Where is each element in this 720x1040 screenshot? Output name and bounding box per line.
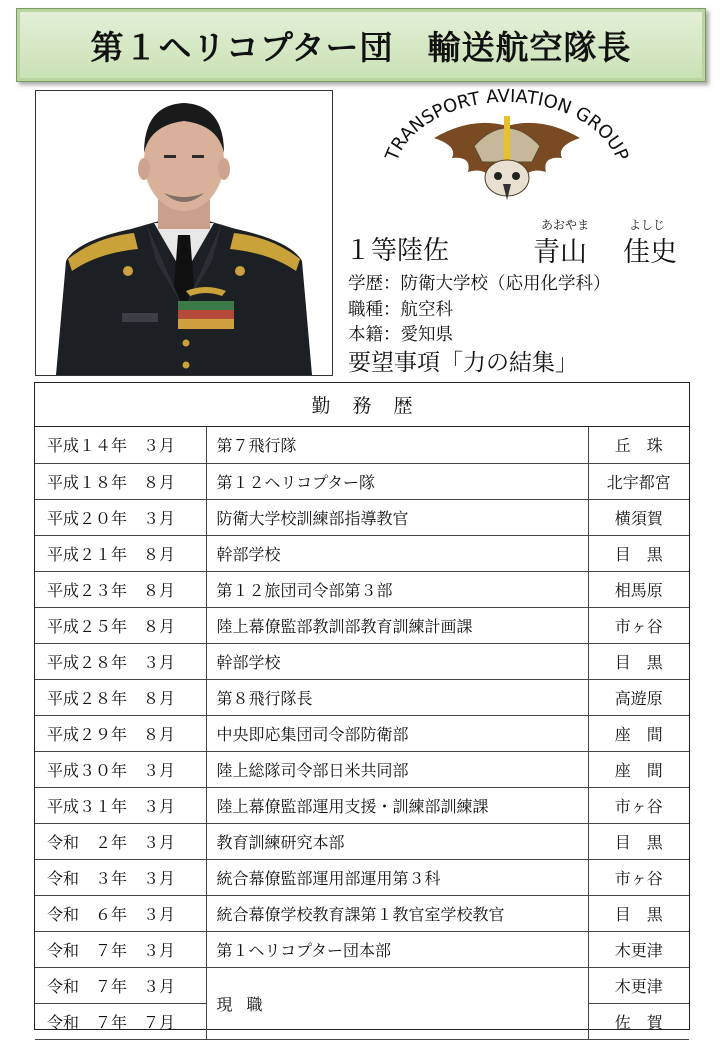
row-date: 令和 ２年 ３月 (35, 823, 206, 859)
row-date: 平成３０年 ３月 (35, 751, 206, 787)
title-banner (16, 8, 706, 82)
table-row (35, 787, 689, 823)
name-reading-given: よしじ (629, 218, 666, 232)
row-location: 目 黒 (588, 823, 689, 859)
table-row (35, 859, 689, 895)
row-location: 木更津 (588, 967, 689, 1003)
table-row-current (35, 967, 689, 1003)
family-name: 青山 (533, 237, 587, 268)
career-title: 勤務歴 (35, 383, 689, 427)
row-date: 平成２５年 ８月 (35, 607, 206, 643)
motto-line: 要望事項「力の結集」 (348, 350, 578, 376)
row-location: 市ヶ谷 (588, 607, 689, 643)
row-location: 市ヶ谷 (588, 859, 689, 895)
row-post: 第１２旅団司令部第３部 (206, 571, 588, 607)
table-row (35, 715, 689, 751)
current-post-label: 現職 (206, 967, 588, 1039)
row-post: 陸上幕僚監部運用支援・訓練部訓練課 (206, 787, 588, 823)
row-date: 平成２９年 ８月 (35, 715, 206, 751)
table-row (35, 607, 689, 643)
row-post: 幹部学校 (206, 643, 588, 679)
table-row (35, 463, 689, 499)
row-date: 令和 ６年 ３月 (35, 895, 206, 931)
row-date: 平成１８年 ８月 (35, 463, 206, 499)
rank-label: １等陸佐 (345, 236, 450, 266)
row-post: 陸上総隊司令部日米共同部 (206, 751, 588, 787)
table-row (35, 499, 689, 535)
row-location: 佐 賀 (588, 1003, 689, 1039)
row-location: 木更津 (588, 931, 689, 967)
row-date: 平成２３年 ８月 (35, 571, 206, 607)
name-reading-family: あおやま (541, 218, 590, 232)
table-row (35, 643, 689, 679)
table-row (35, 535, 689, 571)
row-date: 令和 ３年 ３月 (35, 859, 206, 895)
row-date: 令和 ７年 ３月 (35, 967, 206, 1003)
row-location: 丘 珠 (588, 427, 689, 463)
row-location: 相馬原 (588, 571, 689, 607)
page-title: 第１ヘリコプター団 輸送航空隊長 (90, 27, 632, 67)
table-row (35, 571, 689, 607)
row-post: 教育訓練研究本部 (206, 823, 588, 859)
row-location: 市ヶ谷 (588, 787, 689, 823)
row-date: 平成２１年 ８月 (35, 535, 206, 571)
row-post: 陸上幕僚監部教訓部教育訓練計画課 (206, 607, 588, 643)
row-post: 第１２ヘリコプター隊 (206, 463, 588, 499)
hometown-line: 本籍：愛知県 (348, 325, 453, 345)
given-name: 佳史 (623, 237, 677, 268)
education-line: 学歴：防衛大学校（応用化学科） (348, 274, 611, 294)
svg-text:TRANSPORT AVIATION GROUP: TRANSPORT AVIATION GROUP (381, 86, 633, 164)
row-date: 平成２０年 ３月 (35, 499, 206, 535)
row-location: 座 間 (588, 751, 689, 787)
row-date: 平成１４年 ３月 (35, 427, 206, 463)
unit-emblem-logo (372, 86, 642, 216)
branch-line: 職種：航空科 (348, 300, 453, 320)
rank-and-name (345, 218, 705, 268)
row-post: 幹部学校 (206, 535, 588, 571)
row-post: 第７飛行隊 (206, 427, 588, 463)
portrait-photo (35, 90, 333, 376)
table-row (35, 751, 689, 787)
table-row (35, 427, 689, 463)
row-location: 高遊原 (588, 679, 689, 715)
table-row (35, 823, 689, 859)
row-date: 平成３１年 ３月 (35, 787, 206, 823)
table-row (35, 895, 689, 931)
row-post: 防衛大学校訓練部指導教官 (206, 499, 588, 535)
row-post: 第８飛行隊長 (206, 679, 588, 715)
row-post: 統合幕僚学校教育課第１教官室学校教官 (206, 895, 588, 931)
career-history-table (34, 382, 690, 1030)
career-rows (35, 427, 689, 1040)
row-date: 令和 ７年 ３月 (35, 931, 206, 967)
row-location: 横須賀 (588, 499, 689, 535)
table-row (35, 679, 689, 715)
row-post: 中央即応集団司令部防衛部 (206, 715, 588, 751)
row-location: 北宇都宮 (588, 463, 689, 499)
row-date: 平成２８年 ３月 (35, 643, 206, 679)
row-post: 統合幕僚監部運用部運用第３科 (206, 859, 588, 895)
row-location: 目 黒 (588, 895, 689, 931)
row-date: 平成２８年 ８月 (35, 679, 206, 715)
table-row (35, 931, 689, 967)
row-date: 令和 ７年 ７月 (35, 1003, 206, 1039)
row-location: 目 黒 (588, 643, 689, 679)
row-location: 座 間 (588, 715, 689, 751)
row-post: 第１ヘリコプター団本部 (206, 931, 588, 967)
row-location: 目 黒 (588, 535, 689, 571)
